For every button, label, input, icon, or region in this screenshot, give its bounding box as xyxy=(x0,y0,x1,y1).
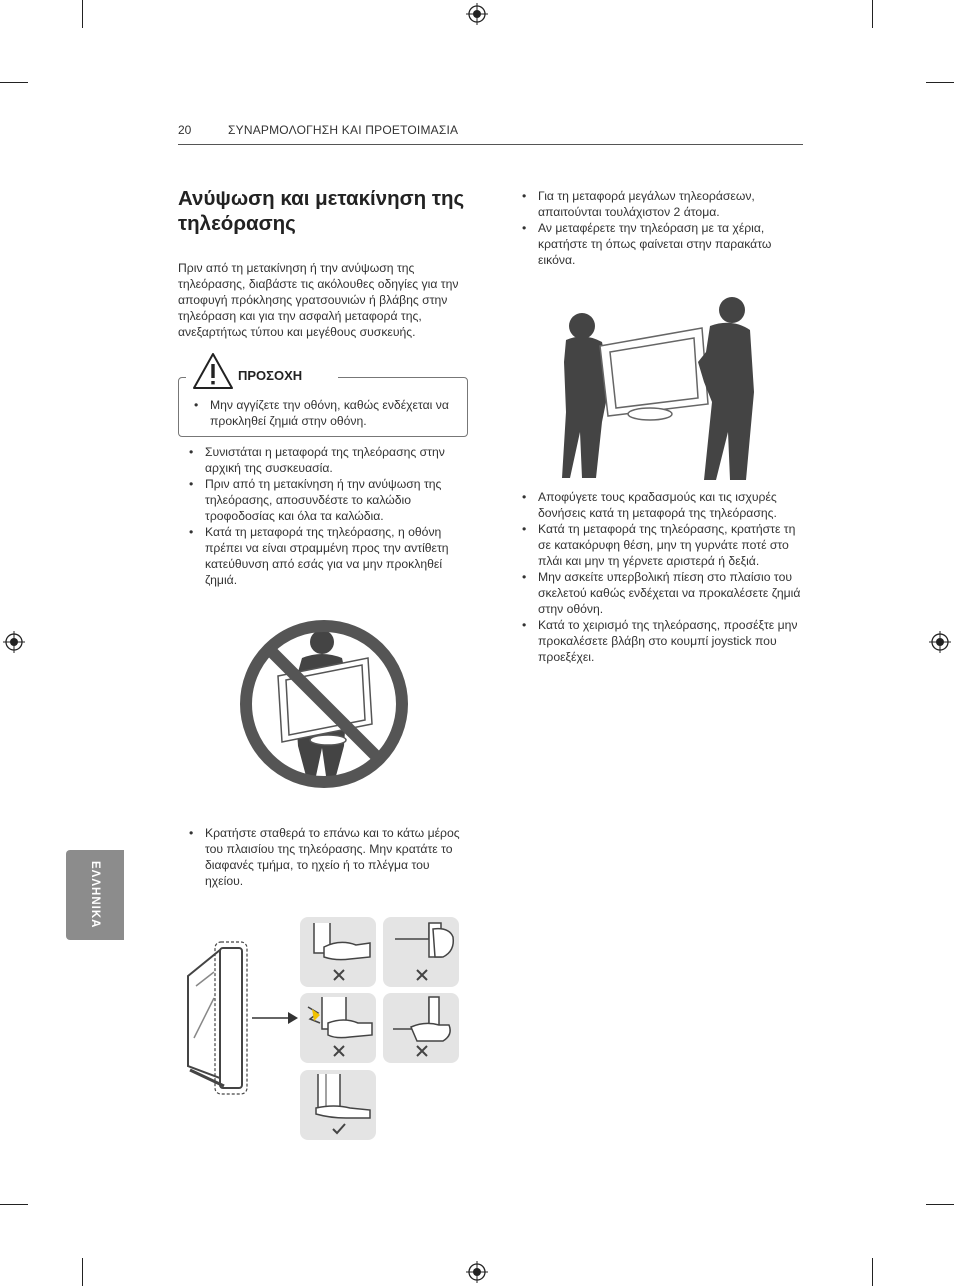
crop-mark xyxy=(872,1258,873,1286)
two-person-carry-illustration xyxy=(560,292,756,480)
grip-thumbnail xyxy=(300,917,376,987)
crop-mark xyxy=(82,1258,83,1286)
registration-mark-icon xyxy=(466,1261,488,1283)
crop-mark xyxy=(926,82,954,83)
page-title: Ανύψωση και μετακίνηση της τηλεόρασης xyxy=(178,187,465,235)
left-bullets-2 xyxy=(189,825,471,889)
caution-header xyxy=(186,350,338,390)
left-bullets-1 xyxy=(189,444,471,588)
crop-mark xyxy=(0,82,28,83)
arrow-icon xyxy=(252,1010,300,1026)
registration-mark-icon xyxy=(466,3,488,25)
grip-thumbnail xyxy=(383,917,459,987)
language-tab-label: ΕΛΛΗΝΙΚΑ xyxy=(89,861,101,929)
list-item: • Κατά τη μεταφορά της τηλεόρασης, κρατήστε τη σε κατακόρυφη θέση, μην τη γυρνάτε ποτέ στο πλάι και μην τη γέρνετε αριστερά ή δεξιά. xyxy=(522,521,807,569)
list-item: • Κατά το χειρισμό της τηλεόρασης, προσέξτε μην προκαλέσετε βλάβη στο κουμπί joystick που προεξέχει. xyxy=(522,617,807,665)
caution-list xyxy=(194,397,460,429)
list-item: • Αν μεταφέρετε την τηλεόραση με τα χέρια, κρατήστε τη όπως φαίνεται στην παρακάτω εικόνα. xyxy=(522,220,807,268)
list-item: • Μην αγγίζετε την οθόνη, καθώς ενδέχεται να προκληθεί ζημιά στην οθόνη. xyxy=(194,397,460,429)
grip-thumbnail xyxy=(300,1070,376,1140)
check-icon xyxy=(332,1123,346,1135)
crop-mark xyxy=(872,0,873,28)
intro-paragraph: Πριν από τη μετακίνηση ή την ανύψωση της τηλεόρασης, διαβάστε τις ακόλουθες οδηγίες για την αποφυγή πρόκλησης γρατσουνιών ή βλάβης στην τηλεόραση και για την ασφαλή μεταφορά της, ανεξαρτήτως τύπου και μεγέθους συσκευής. xyxy=(178,261,459,339)
grip-thumbnail xyxy=(300,993,376,1063)
registration-mark-icon xyxy=(3,631,25,653)
cross-icon xyxy=(416,969,428,981)
header-divider xyxy=(178,144,803,145)
list-item: • Κρατήστε σταθερά το επάνω και το κάτω μέρος του πλαισίου της τηλεόρασης. Μην κρατάτε το διαφανές τμήμα, το ηχείο ή το πλέγμα του ηχείου. xyxy=(189,825,471,889)
list-item: • Αποφύγετε τους κραδασμούς και τις ισχυρές δονήσεις κατά τη μεταφορά της τηλεόρασης. xyxy=(522,489,807,521)
list-item: • Μην ασκείτε υπερβολική πίεση στο πλαίσιο του σκελετού καθώς ενδέχεται να προκαλέσετε ζημιά στην οθόνη. xyxy=(522,569,807,617)
registration-mark-icon xyxy=(929,631,951,653)
right-bullets-2 xyxy=(522,489,807,665)
tv-figure xyxy=(600,328,708,420)
language-tab xyxy=(66,850,124,940)
grip-thumbnail xyxy=(383,993,459,1063)
crop-mark xyxy=(0,1204,28,1205)
page-number: 20 xyxy=(178,123,192,137)
caution-label: ΠΡΟΣΟΧΗ xyxy=(238,368,303,383)
prohibited-carry-illustration xyxy=(236,616,412,792)
tv-side-illustration xyxy=(184,938,254,1098)
list-item: • Για τη μεταφορά μεγάλων τηλεοράσεων, απαιτούνται τουλάχιστον 2 άτομα. xyxy=(522,188,807,220)
cross-icon xyxy=(333,969,345,981)
list-item: • Πριν από τη μετακίνηση ή την ανύψωση της τηλεόρασης, αποσυνδέστε το καλώδιο τροφοδοσίας και όλα τα καλώδια. xyxy=(189,476,471,524)
crop-mark xyxy=(82,0,83,28)
crop-mark xyxy=(926,1204,954,1205)
cross-icon xyxy=(333,1045,345,1057)
section-title: ΣΥΝΑΡΜΟΛΟΓΗΣΗ ΚΑΙ ΠΡΟΕΤΟΙΜΑΣΙΑ xyxy=(228,123,459,137)
list-item: • Κατά τη μεταφορά της τηλεόρασης, η οθόνη πρέπει να είναι στραμμένη προς την αντίθετη κατεύθυνση από εσάς για να μην προκληθεί ζημιά. xyxy=(189,524,471,588)
warning-triangle-icon xyxy=(192,352,234,390)
cross-icon xyxy=(416,1045,428,1057)
list-item: • Συνιστάται η μεταφορά της τηλεόρασης στην αρχική της συσκευασία. xyxy=(189,444,471,476)
right-bullets-1 xyxy=(522,188,807,268)
